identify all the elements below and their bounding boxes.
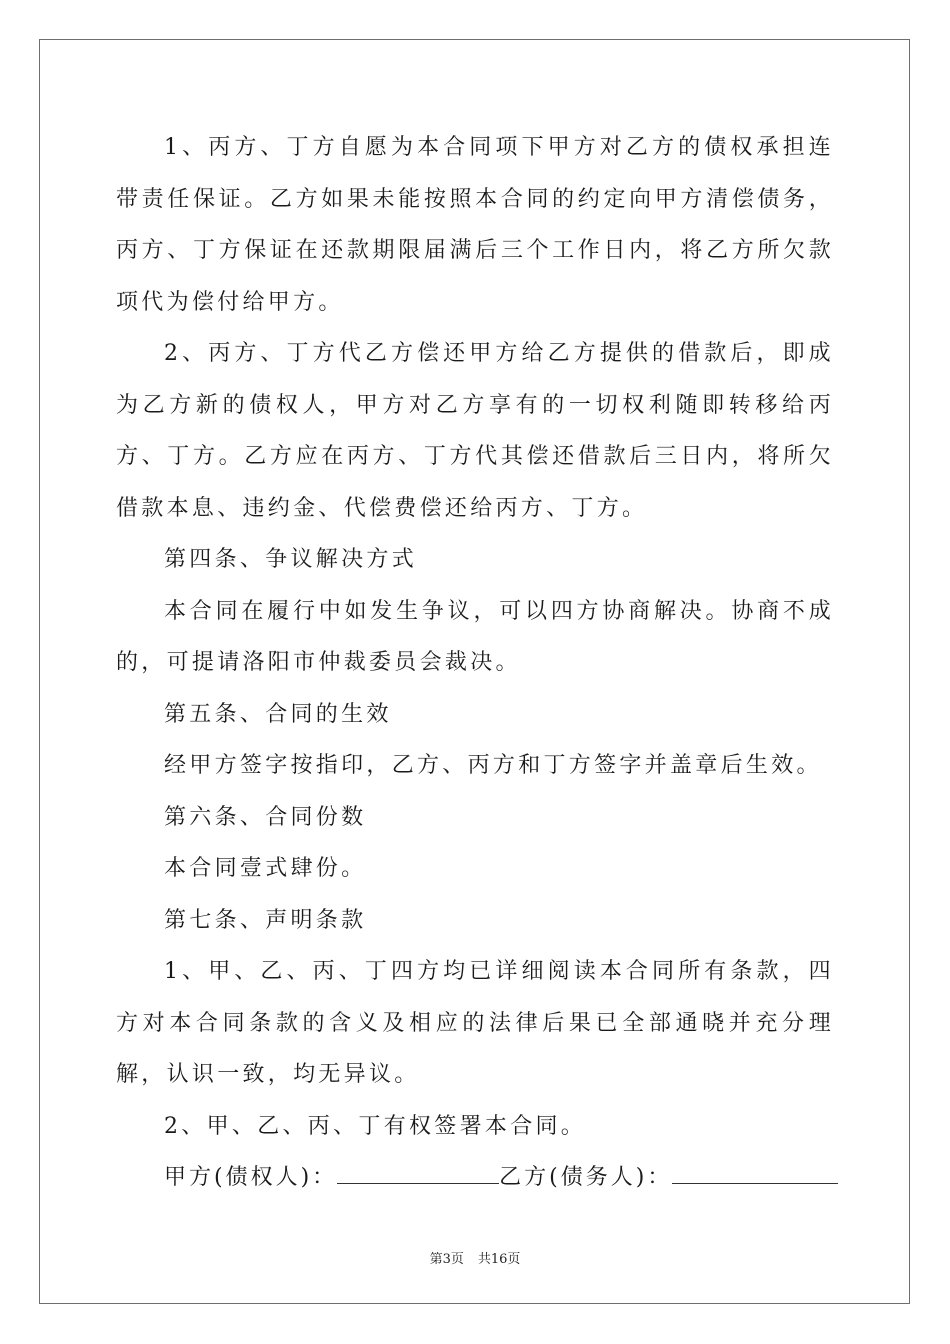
paragraph-declaration-2: 2、甲、乙、丙、丁有权签署本合同。 [164, 1113, 587, 1139]
page-number: 第3页 [429, 1252, 464, 1267]
heading-article-4: 第四条、争议解决方式 [164, 547, 418, 572]
party-a-signature-blank [337, 1167, 499, 1184]
party-a-label: 甲方(债权人)： [164, 1165, 338, 1190]
paragraph-guarantee-1: 1、丙方、丁方自愿为本合同项下甲方对乙方的债权承担连带责任保证。乙方如果未能按照本合同的约定向甲方清偿债务，丙方、丁方保证在还款期限届满后三个工作日内，将乙方所欠款项代为偿付给甲方。 [116, 135, 834, 315]
heading-article-5: 第五条、合同的生效 [164, 701, 392, 727]
party-b-label: 乙方(债务人)： [499, 1165, 673, 1190]
paragraph-dispute: 本合同在履行中如发生争议，可以四方协商解决。协商不成的，可提请洛阳市仲裁委员会裁决。 [116, 598, 834, 675]
heading-article-7: 第七条、声明条款 [164, 907, 367, 933]
page-total: 共16页 [477, 1252, 521, 1267]
document-body [116, 122, 834, 1204]
paragraph-copies: 本合同壹式肆份。 [164, 856, 367, 881]
paragraph-guarantee-2: 2、丙方、丁方代乙方偿还甲方给乙方提供的借款后，即成为乙方新的债权人，甲方对乙方享有的一切权利随即转移给丙方、丁方。乙方应在丙方、丁方代其偿还借款后三日内，将所欠借款本息、违约金、代偿费偿还给丙方、丁方。 [116, 341, 834, 521]
party-b-signature-blank [672, 1167, 838, 1184]
paragraph-effectiveness: 经甲方签字按指印，乙方、丙方和丁方签字并盖章后生效。 [164, 753, 822, 778]
paragraph-declaration-1: 1、甲、乙、丙、丁四方均已详细阅读本合同所有条款，四方对本合同条款的含义及相应的法律后果已全部通晓并充分理解，认识一致，均无异议。 [116, 959, 834, 1087]
page-footer [0, 1248, 950, 1267]
signature-line [116, 1152, 834, 1204]
heading-article-6: 第六条、合同份数 [164, 804, 367, 830]
